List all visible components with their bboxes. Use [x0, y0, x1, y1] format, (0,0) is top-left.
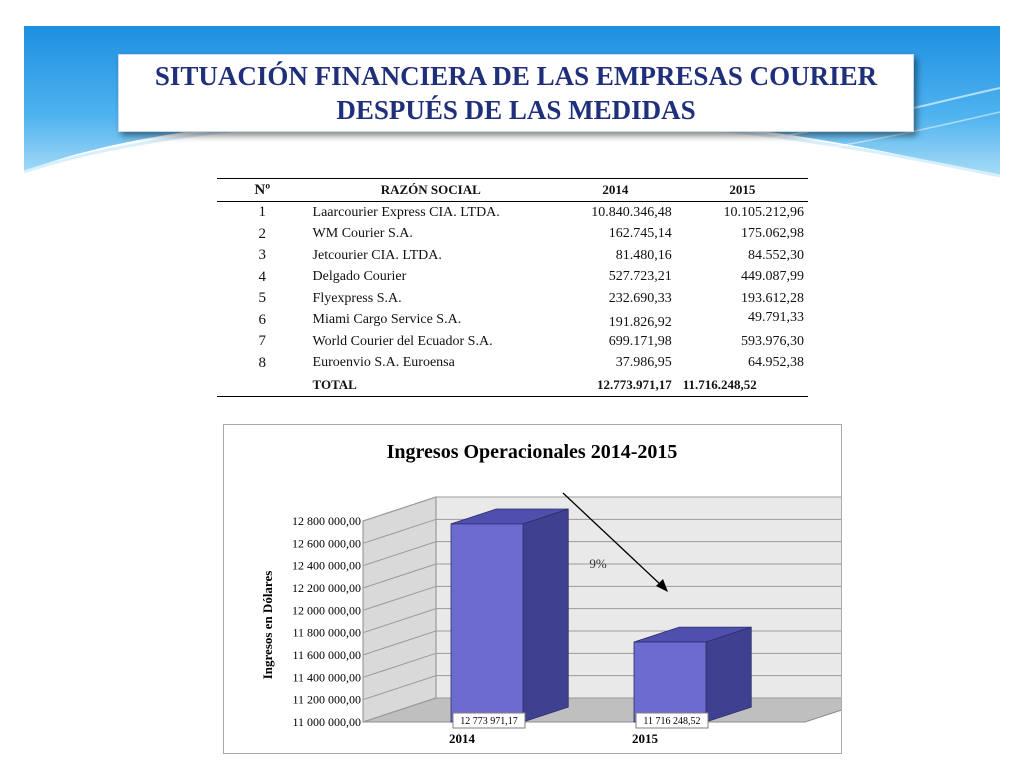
y-tick-label: 12 200 000,00	[292, 581, 361, 595]
row-no: 3	[258, 247, 267, 264]
row-no: 4	[258, 268, 267, 285]
slide-title-box	[118, 54, 914, 132]
header-2015: 2015	[677, 179, 808, 202]
percent-annotation: 9%	[589, 556, 607, 571]
table-row	[217, 245, 808, 267]
table-row	[217, 353, 808, 375]
data-label: 12 773 971,17	[460, 716, 518, 727]
header-no: Nº	[217, 179, 308, 202]
row-2014: 191.826,92	[608, 315, 672, 330]
row-name: Miami Cargo Service S.A.	[312, 312, 462, 328]
bar-side-2014	[523, 509, 568, 722]
row-name: Flyexpress S.A.	[312, 290, 402, 306]
chart-title: Ingresos Operacionales 2014-2015	[386, 441, 678, 463]
financial-table	[217, 178, 808, 397]
table-header-row	[217, 179, 808, 202]
row-name: Jetcourier CIA. LTDA.	[312, 247, 442, 263]
table-row	[217, 310, 808, 332]
header-razon-social: RAZÓN SOCIAL	[308, 179, 554, 202]
total-2015: 11.716.248,52	[677, 374, 808, 396]
row-no: 7	[258, 333, 267, 350]
y-tick-label: 12 600 000,00	[292, 536, 361, 551]
row-name: World Courier del Ecuador S.A.	[312, 333, 493, 349]
bar-side-2015	[706, 627, 751, 722]
y-tick-label: 11 600 000,00	[292, 648, 361, 662]
row-no: 5	[258, 290, 267, 307]
chart-frame	[223, 424, 842, 754]
row-2015: 193.612,28	[741, 290, 804, 306]
row-no: 2	[258, 225, 267, 242]
bar-chart	[224, 425, 841, 753]
row-2014: 10.840.346,48	[591, 204, 672, 220]
row-2014: 81.480,16	[615, 247, 672, 263]
row-no: 6	[258, 311, 267, 328]
row-2014: 699.171,98	[608, 333, 672, 349]
row-2015: 175.062,98	[741, 226, 804, 242]
row-2015: 10.105.212,96	[723, 204, 804, 220]
table-row	[217, 331, 808, 353]
y-tick-label: 11 200 000,00	[292, 692, 361, 707]
y-tick-label: 12 400 000,00	[292, 558, 361, 573]
y-tick-label: 11 400 000,00	[292, 670, 361, 685]
y-tick-label: 12 800 000,00	[292, 514, 361, 528]
total-label: TOTAL	[308, 374, 554, 396]
slide-title-line-2: DESPUÉS DE LAS MEDIDAS	[336, 95, 696, 125]
table-row	[217, 288, 808, 310]
row-2014: 232.690,33	[608, 290, 672, 306]
row-name: Euroenvio S.A. Euroensa	[312, 355, 455, 371]
row-no: 8	[258, 354, 267, 371]
bar-2015	[634, 642, 706, 722]
y-axis-label: Ingresos en Dólares	[260, 570, 275, 680]
row-2014: 162.745,14	[608, 226, 672, 242]
row-2015: 49.791,33	[748, 309, 804, 325]
row-name: Delgado Courier	[312, 269, 407, 285]
row-2015: 449.087,99	[741, 269, 804, 285]
y-tick-label: 12 000 000,00	[292, 603, 361, 618]
row-2014: 527.723,21	[608, 269, 672, 285]
table-row	[217, 267, 808, 289]
data-label: 11 716 248,52	[643, 716, 701, 727]
row-2015: 84.552,30	[748, 247, 804, 263]
row-name: WM Courier S.A.	[312, 226, 413, 242]
row-2015: 64.952,38	[748, 355, 804, 371]
x-tick-label: 2015	[632, 731, 658, 746]
row-2014: 37.986,95	[615, 355, 672, 371]
table-total-row	[217, 374, 808, 396]
row-2015: 593.976,30	[741, 333, 804, 349]
y-tick-label: 11 800 000,00	[292, 625, 361, 640]
chart-side-wall	[363, 497, 436, 722]
table-row	[217, 224, 808, 246]
total-2014: 12.773.971,17	[554, 374, 677, 396]
header-2014: 2014	[554, 179, 677, 202]
total-no-cell	[217, 374, 308, 396]
x-tick-label: 2014	[449, 731, 475, 746]
chart-floor	[363, 698, 841, 722]
table-row	[217, 202, 808, 224]
row-no: 1	[258, 204, 267, 221]
row-name: Laarcourier Express CIA. LTDA.	[312, 204, 500, 220]
bar-2014	[451, 524, 523, 722]
y-tick-label: 11 000 000,00	[292, 715, 361, 729]
slide-title-line-1: SITUACIÓN FINANCIERA DE LAS EMPRESAS COURIER	[154, 61, 878, 91]
